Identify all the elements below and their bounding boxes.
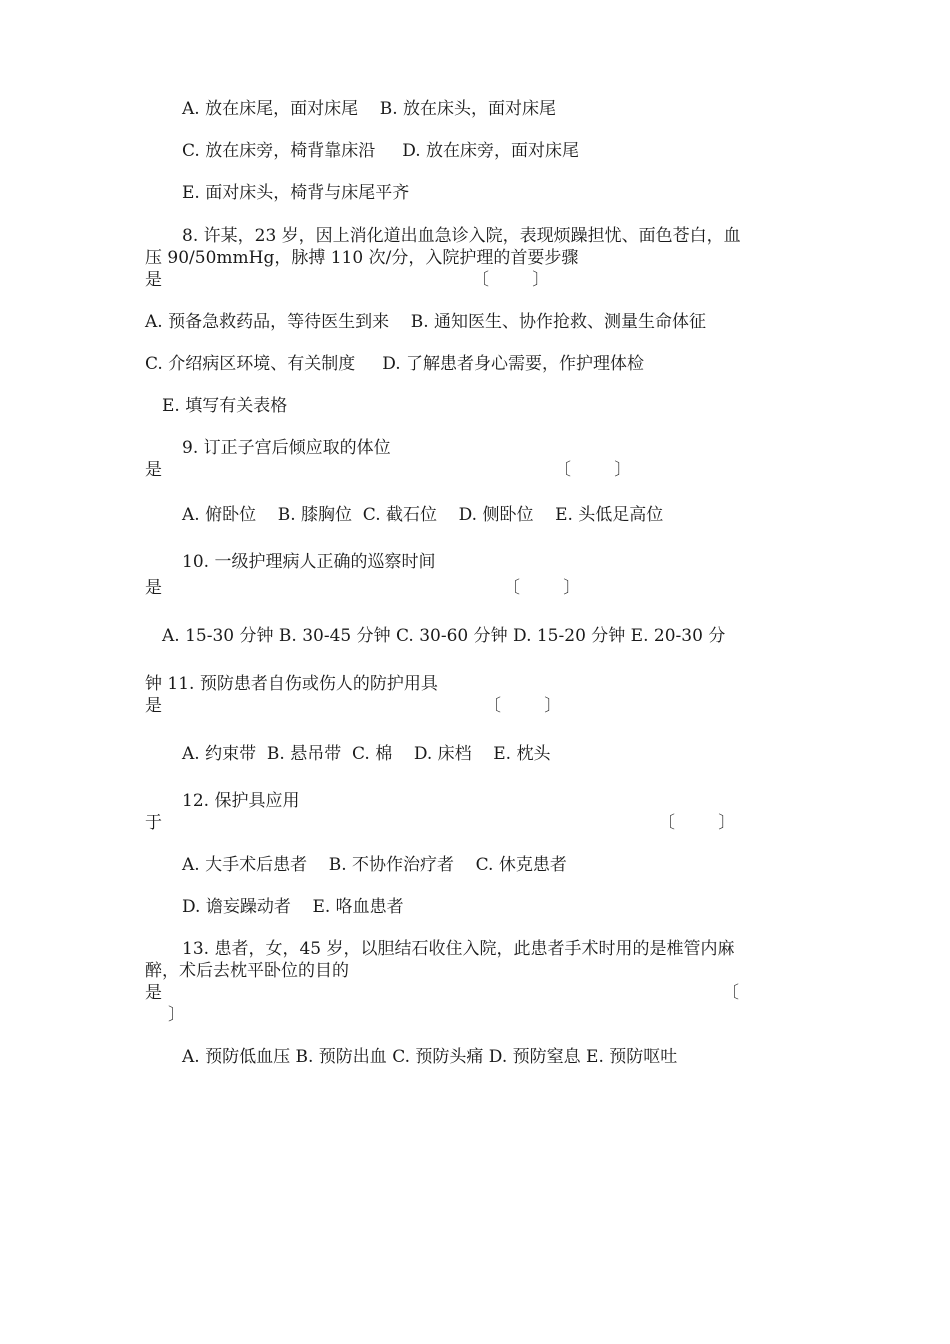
q13-stem-line3: 是	[145, 983, 162, 1003]
q13-stem-line1: 13. 患者，女，45 岁，以胆结石收住入院，此患者手术时用的是椎管内麻	[182, 939, 735, 959]
q13-stem-line2: 醉，术后去枕平卧位的目的	[145, 961, 349, 981]
q9-options: A. 俯卧位 B. 膝胸位 C. 截石位 D. 侧卧位 E. 头低足高位	[182, 505, 664, 525]
q12-stem-line1: 12. 保护具应用	[182, 791, 300, 811]
q11-stem-line2: 是	[145, 696, 162, 716]
q10-stem-line2: 是	[145, 578, 162, 598]
q12-answer-paren: 〔 〕	[658, 813, 736, 833]
q10-stem-line1: 10. 一级护理病人正确的巡察时间	[182, 552, 436, 572]
q8-options-ab: A. 预备急救药品，等待医生到来 B. 通知医生、协作抢救、测量生命体征	[145, 312, 706, 332]
q12-stem-line2: 于	[145, 813, 162, 833]
q10-options: A. 15-30 分钟 B. 30-45 分钟 C. 30-60 分钟 D. 15-20 分钟 E. 20-30 分	[162, 626, 726, 646]
q11-options: A. 约束带 B. 悬吊带 C. 棉 D. 床档 E. 枕头	[182, 744, 551, 764]
q8-stem-line2: 压 90/50mmHg，脉搏 110 次/分，入院护理的首要步骤	[145, 248, 579, 268]
q7-options-ab: A. 放在床尾，面对床尾 B. 放在床头，面对床尾	[182, 99, 556, 119]
q8-option-e: E. 填写有关表格	[162, 396, 288, 416]
q9-answer-paren: 〔 〕	[554, 460, 632, 480]
q7-option-e: E. 面对床头，椅背与床尾平齐	[182, 183, 410, 203]
q11-stem-line1: 钟 11. 预防患者自伤或伤人的防护用具	[145, 674, 438, 694]
q9-stem-line2: 是	[145, 460, 162, 480]
q7-options-cd: C. 放在床旁，椅背靠床沿 D. 放在床旁，面对床尾	[182, 141, 580, 161]
q10-answer-paren: 〔 〕	[503, 578, 581, 598]
q8-stem-line3: 是	[145, 270, 162, 290]
q13-options: A. 预防低血压 B. 预防出血 C. 预防头痛 D. 预防窒息 E. 预防呕吐	[182, 1047, 678, 1067]
q13-paren-open: 〔	[722, 983, 739, 1003]
q12-options-abc: A. 大手术后患者 B. 不协作治疗者 C. 休克患者	[182, 855, 567, 875]
q8-options-cd: C. 介绍病区环境、有关制度 D. 了解患者身心需要，作护理体检	[145, 354, 645, 374]
q8-stem-line1: 8. 许某，23 岁，因上消化道出血急诊入院，表现烦躁担忧、面色苍白，血	[182, 226, 741, 246]
q9-stem-line1: 9. 订正子宫后倾应取的体位	[182, 438, 391, 458]
q13-paren-close: 〕	[168, 1005, 185, 1025]
q12-options-de: D. 谵妄躁动者 E. 咯血患者	[182, 897, 404, 917]
q8-answer-paren: 〔 〕	[472, 270, 550, 290]
q11-answer-paren: 〔 〕	[484, 696, 562, 716]
